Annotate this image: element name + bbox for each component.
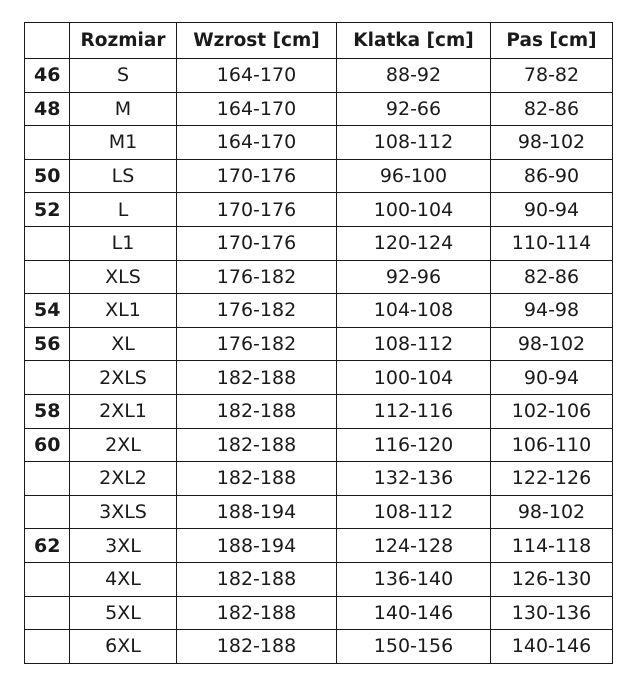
size-cell: 3XLS xyxy=(70,495,177,529)
table-row xyxy=(25,193,613,227)
chest-cell: 140-146 xyxy=(337,596,491,630)
chest-cell: 108-112 xyxy=(337,495,491,529)
size-chart-table xyxy=(24,22,613,664)
height-cell: 176-182 xyxy=(177,327,337,361)
table-row xyxy=(25,159,613,193)
table-row xyxy=(25,92,613,126)
header-eu-size xyxy=(25,23,70,59)
height-cell: 182-188 xyxy=(177,462,337,496)
height-cell: 170-176 xyxy=(177,193,337,227)
waist-cell: 94-98 xyxy=(491,294,613,328)
eu-size-cell xyxy=(25,226,70,260)
waist-cell: 122-126 xyxy=(491,462,613,496)
table-row xyxy=(25,59,613,93)
chest-cell: 100-104 xyxy=(337,193,491,227)
waist-cell: 98-102 xyxy=(491,495,613,529)
eu-size-cell: 46 xyxy=(25,59,70,93)
size-cell: 2XL xyxy=(70,428,177,462)
size-cell: 3XL xyxy=(70,529,177,563)
size-cell: 4XL xyxy=(70,562,177,596)
eu-size-cell: 50 xyxy=(25,159,70,193)
chest-cell: 104-108 xyxy=(337,294,491,328)
height-cell: 182-188 xyxy=(177,394,337,428)
table-row xyxy=(25,126,613,160)
waist-cell: 90-94 xyxy=(491,361,613,395)
header-size: Rozmiar xyxy=(70,23,177,59)
waist-cell: 86-90 xyxy=(491,159,613,193)
table-row xyxy=(25,462,613,496)
eu-size-cell xyxy=(25,361,70,395)
waist-cell: 130-136 xyxy=(491,596,613,630)
size-cell: 2XLS xyxy=(70,361,177,395)
height-cell: 182-188 xyxy=(177,562,337,596)
table-row xyxy=(25,226,613,260)
eu-size-cell xyxy=(25,126,70,160)
waist-cell: 140-146 xyxy=(491,630,613,664)
height-cell: 182-188 xyxy=(177,428,337,462)
size-cell: XL1 xyxy=(70,294,177,328)
size-cell: LS xyxy=(70,159,177,193)
eu-size-cell: 52 xyxy=(25,193,70,227)
chest-cell: 120-124 xyxy=(337,226,491,260)
table-row xyxy=(25,630,613,664)
height-cell: 182-188 xyxy=(177,596,337,630)
eu-size-cell xyxy=(25,596,70,630)
table-row xyxy=(25,327,613,361)
chest-cell: 92-96 xyxy=(337,260,491,294)
table-row xyxy=(25,294,613,328)
eu-size-cell xyxy=(25,495,70,529)
height-cell: 170-176 xyxy=(177,159,337,193)
height-cell: 176-182 xyxy=(177,260,337,294)
size-cell: S xyxy=(70,59,177,93)
chest-cell: 150-156 xyxy=(337,630,491,664)
table-row xyxy=(25,428,613,462)
eu-size-cell xyxy=(25,462,70,496)
waist-cell: 82-86 xyxy=(491,260,613,294)
size-cell: XLS xyxy=(70,260,177,294)
size-cell: 5XL xyxy=(70,596,177,630)
height-cell: 176-182 xyxy=(177,294,337,328)
waist-cell: 106-110 xyxy=(491,428,613,462)
table-body xyxy=(25,59,613,664)
height-cell: 164-170 xyxy=(177,59,337,93)
height-cell: 164-170 xyxy=(177,126,337,160)
chest-cell: 132-136 xyxy=(337,462,491,496)
eu-size-cell: 54 xyxy=(25,294,70,328)
size-cell: 2XL1 xyxy=(70,394,177,428)
chest-cell: 124-128 xyxy=(337,529,491,563)
eu-size-cell: 60 xyxy=(25,428,70,462)
table-row xyxy=(25,260,613,294)
table-row xyxy=(25,394,613,428)
header-row xyxy=(25,23,613,59)
waist-cell: 102-106 xyxy=(491,394,613,428)
chest-cell: 92-66 xyxy=(337,92,491,126)
chest-cell: 136-140 xyxy=(337,562,491,596)
waist-cell: 126-130 xyxy=(491,562,613,596)
chest-cell: 96-100 xyxy=(337,159,491,193)
eu-size-cell: 56 xyxy=(25,327,70,361)
table-row xyxy=(25,529,613,563)
waist-cell: 98-102 xyxy=(491,126,613,160)
table-row xyxy=(25,361,613,395)
size-cell: M1 xyxy=(70,126,177,160)
waist-cell: 78-82 xyxy=(491,59,613,93)
chest-cell: 100-104 xyxy=(337,361,491,395)
eu-size-cell: 58 xyxy=(25,394,70,428)
height-cell: 188-194 xyxy=(177,495,337,529)
height-cell: 170-176 xyxy=(177,226,337,260)
table-row xyxy=(25,495,613,529)
header-waist: Pas [cm] xyxy=(491,23,613,59)
height-cell: 182-188 xyxy=(177,630,337,664)
chest-cell: 112-116 xyxy=(337,394,491,428)
size-cell: L1 xyxy=(70,226,177,260)
height-cell: 188-194 xyxy=(177,529,337,563)
eu-size-cell: 62 xyxy=(25,529,70,563)
size-cell: XL xyxy=(70,327,177,361)
waist-cell: 90-94 xyxy=(491,193,613,227)
height-cell: 164-170 xyxy=(177,92,337,126)
chest-cell: 108-112 xyxy=(337,126,491,160)
chest-cell: 108-112 xyxy=(337,327,491,361)
size-cell: 2XL2 xyxy=(70,462,177,496)
chest-cell: 116-120 xyxy=(337,428,491,462)
height-cell: 182-188 xyxy=(177,361,337,395)
waist-cell: 82-86 xyxy=(491,92,613,126)
chest-cell: 88-92 xyxy=(337,59,491,93)
eu-size-cell xyxy=(25,630,70,664)
size-cell: L xyxy=(70,193,177,227)
table-row xyxy=(25,562,613,596)
eu-size-cell: 48 xyxy=(25,92,70,126)
header-height: Wzrost [cm] xyxy=(177,23,337,59)
waist-cell: 110-114 xyxy=(491,226,613,260)
size-cell: 6XL xyxy=(70,630,177,664)
size-cell: M xyxy=(70,92,177,126)
eu-size-cell xyxy=(25,562,70,596)
table-row xyxy=(25,596,613,630)
waist-cell: 114-118 xyxy=(491,529,613,563)
header-chest: Klatka [cm] xyxy=(337,23,491,59)
waist-cell: 98-102 xyxy=(491,327,613,361)
eu-size-cell xyxy=(25,260,70,294)
